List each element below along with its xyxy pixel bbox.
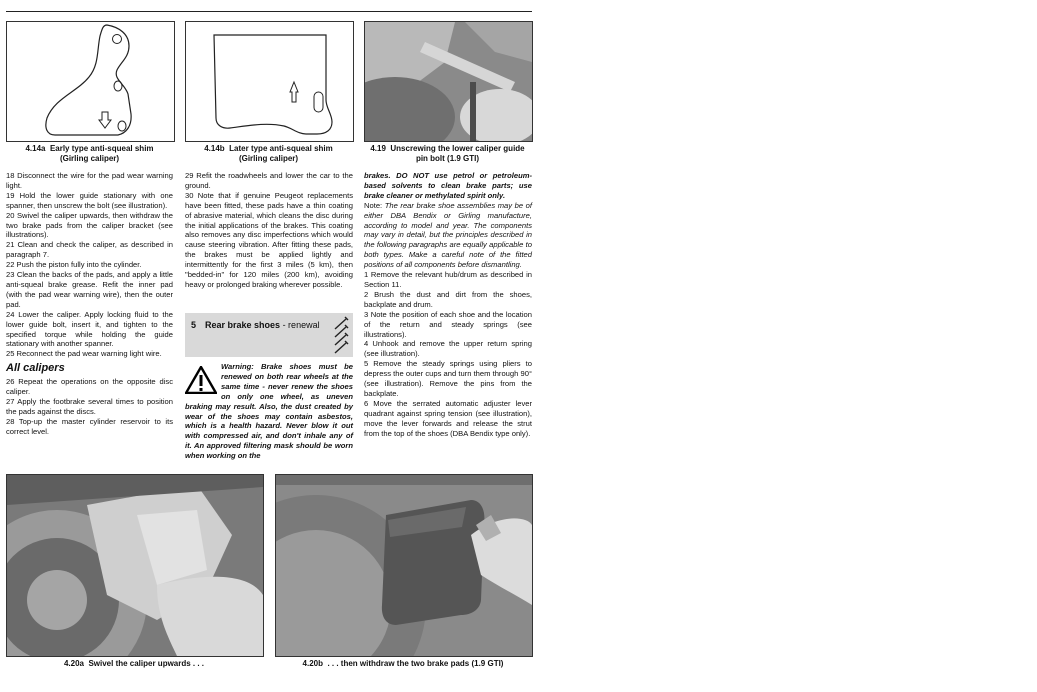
warning-triangle-icon (185, 366, 217, 394)
caption-line-1: . . . then withdraw the two brake pads (1.9 GTI) (327, 659, 504, 668)
caption-line-2: pin bolt (1.9 GTI) (415, 154, 480, 163)
paragraph-2: 2 Brush the dust and dirt from the shoes, backplate and drum. (364, 289, 532, 309)
caption-line-1: Later type anti-squeal shim (229, 144, 333, 153)
header-rule (6, 11, 532, 12)
caption-line-2: (Girling caliper) (238, 154, 299, 163)
caption-line-1: Unscrewing the lower caliper guide (390, 144, 525, 153)
figure-4-14a-shim-drawing (6, 21, 175, 142)
text-column-1 (6, 171, 173, 437)
warning-text: Warning: Brake shoes must be renewed on both rear wheels at the same time - never renew the shoes on only one wheel, as uneven braking may result. Also, the dust created by wear of the shoes may contain asbestos, which is a health hazard. Never blow it out with compressed air, and don't inhale any of it. An approved filtering mask should be worn when working on the (185, 362, 353, 461)
figure-4-20b-caption (275, 659, 531, 669)
figure-4-20a-photo (6, 474, 264, 657)
paragraph-19: 19 Hold the lower guide stationary with one spanner, then unscrew the bolt (see illustration). (6, 190, 173, 210)
figure-4-20b-photo (275, 474, 533, 657)
fig-num: 4.20a (63, 659, 84, 668)
caption-line-2: (Girling caliper) (59, 154, 120, 163)
fig-num: 4.20b (302, 659, 323, 668)
paragraph-4: 4 Unhook and remove the upper return spring (see illustration). (364, 339, 532, 359)
text-column-2 (185, 171, 353, 290)
paragraph-23: 23 Clean the backs of the pads, and apply a little anti-squeal brake grease. Refit the inner pad (with the pad wear warning wire), then the outer pad. (6, 270, 173, 309)
paragraph-5: 5 Remove the steady springs using pliers to depress the outer cups and turn them through 90° (see illustration). Remove the pins from the backplate. (364, 359, 532, 398)
fig-num: 4.14b (204, 144, 225, 153)
note-paragraph (364, 201, 532, 270)
warning-block (185, 362, 353, 461)
fig-num: 4.14a (25, 144, 46, 153)
difficulty-spanner-icon (332, 315, 350, 355)
figure-4-19-caption (364, 144, 531, 164)
section-title (205, 320, 320, 330)
note-label: Note: (364, 200, 383, 210)
caption-line-1: Swivel the caliper upwards . . . (88, 659, 205, 668)
figure-4-14a-caption (6, 144, 173, 164)
paragraph-26: 26 Repeat the operations on the opposite disc caliper. (6, 377, 173, 397)
paragraph-20: 20 Swivel the caliper upwards, then withdraw the two brake pads from the caliper bracket (see illustrations). (6, 210, 173, 240)
paragraph-25: 25 Reconnect the pad wear warning light wire. (6, 349, 162, 359)
section-number: 5 (191, 320, 197, 330)
paragraph-21: 21 Clean and check the caliper, as described in paragraph 7. (6, 240, 173, 260)
paragraph-24: 24 Lower the caliper. Apply locking fluid to the lower guide bolt, insert it, and tighten to the specified torque while holding the guide stationary with another spanner. (6, 309, 173, 349)
figure-4-19-photo (364, 21, 533, 142)
section-title-sub: - renewal (282, 320, 320, 330)
note-text: The rear brake shoe assemblies may be of either DBA Bendix or Girling manufacture, according to model and year. The components may vary in detail, but the principles described in the following paragraphs are equally applicable to both types. Make a careful note of the fitted positions of all components before dismantling. (364, 200, 532, 270)
text-column-3 (364, 171, 532, 438)
figure-4-14b-caption (185, 144, 352, 164)
subheading-all-calipers: All calipers (6, 362, 65, 375)
paragraph-6: 6 Move the serrated automatic adjuster lever quadrant against spring tension (see illustration), move the lever forwards and release the strut from the top of the shoes (DBA Bendix type only). (364, 398, 532, 438)
figure-4-14b-shim-drawing (185, 21, 354, 142)
paragraph-29: 29 Refit the roadwheels and lower the car to the ground. (185, 171, 353, 190)
paragraph-30: 30 Note that if genuine Peugeot replacements have been fitted, these pads have a thin coating of abrasive material, which cleans the disc during the initial applications of the brakes. This coating also removes any disc imperfections which would cause steering vibration. After fitting these pads, the brakes must be applied lightly and intermittently for the first 3 miles (5 km), then "bedded-in" for 120 miles (200 km), avoiding heavy or prolonged braking wherever possible. (185, 190, 353, 289)
paragraph-27: 27 Apply the footbrake several times to position the pads against the discs. (6, 397, 173, 416)
paragraph-3: 3 Note the position of each shoe and the location of the return and steady springs (see illustrations). (364, 309, 532, 339)
section-heading-box (185, 313, 353, 357)
warning-continuation: brakes. DO NOT use petrol or petroleum-based solvents to clean brake parts; use brake cleaner or methylated spirit only. (364, 171, 532, 200)
paragraph-22: 22 Push the piston fully into the cylinder. (6, 260, 142, 270)
paragraph-1: 1 Remove the relevant hub/drum as described in Section 11. (364, 270, 532, 289)
fig-num: 4.19 (370, 144, 386, 153)
caption-line-1: Early type anti-squeal shim (49, 144, 154, 153)
section-title-main: Rear brake shoes (205, 320, 281, 330)
paragraph-28: 28 Top-up the master cylinder reservoir to its correct level. (6, 416, 173, 436)
figure-4-20a-caption (6, 659, 262, 669)
paragraph-18: 18 Disconnect the wire for the pad wear warning light. (6, 171, 173, 190)
